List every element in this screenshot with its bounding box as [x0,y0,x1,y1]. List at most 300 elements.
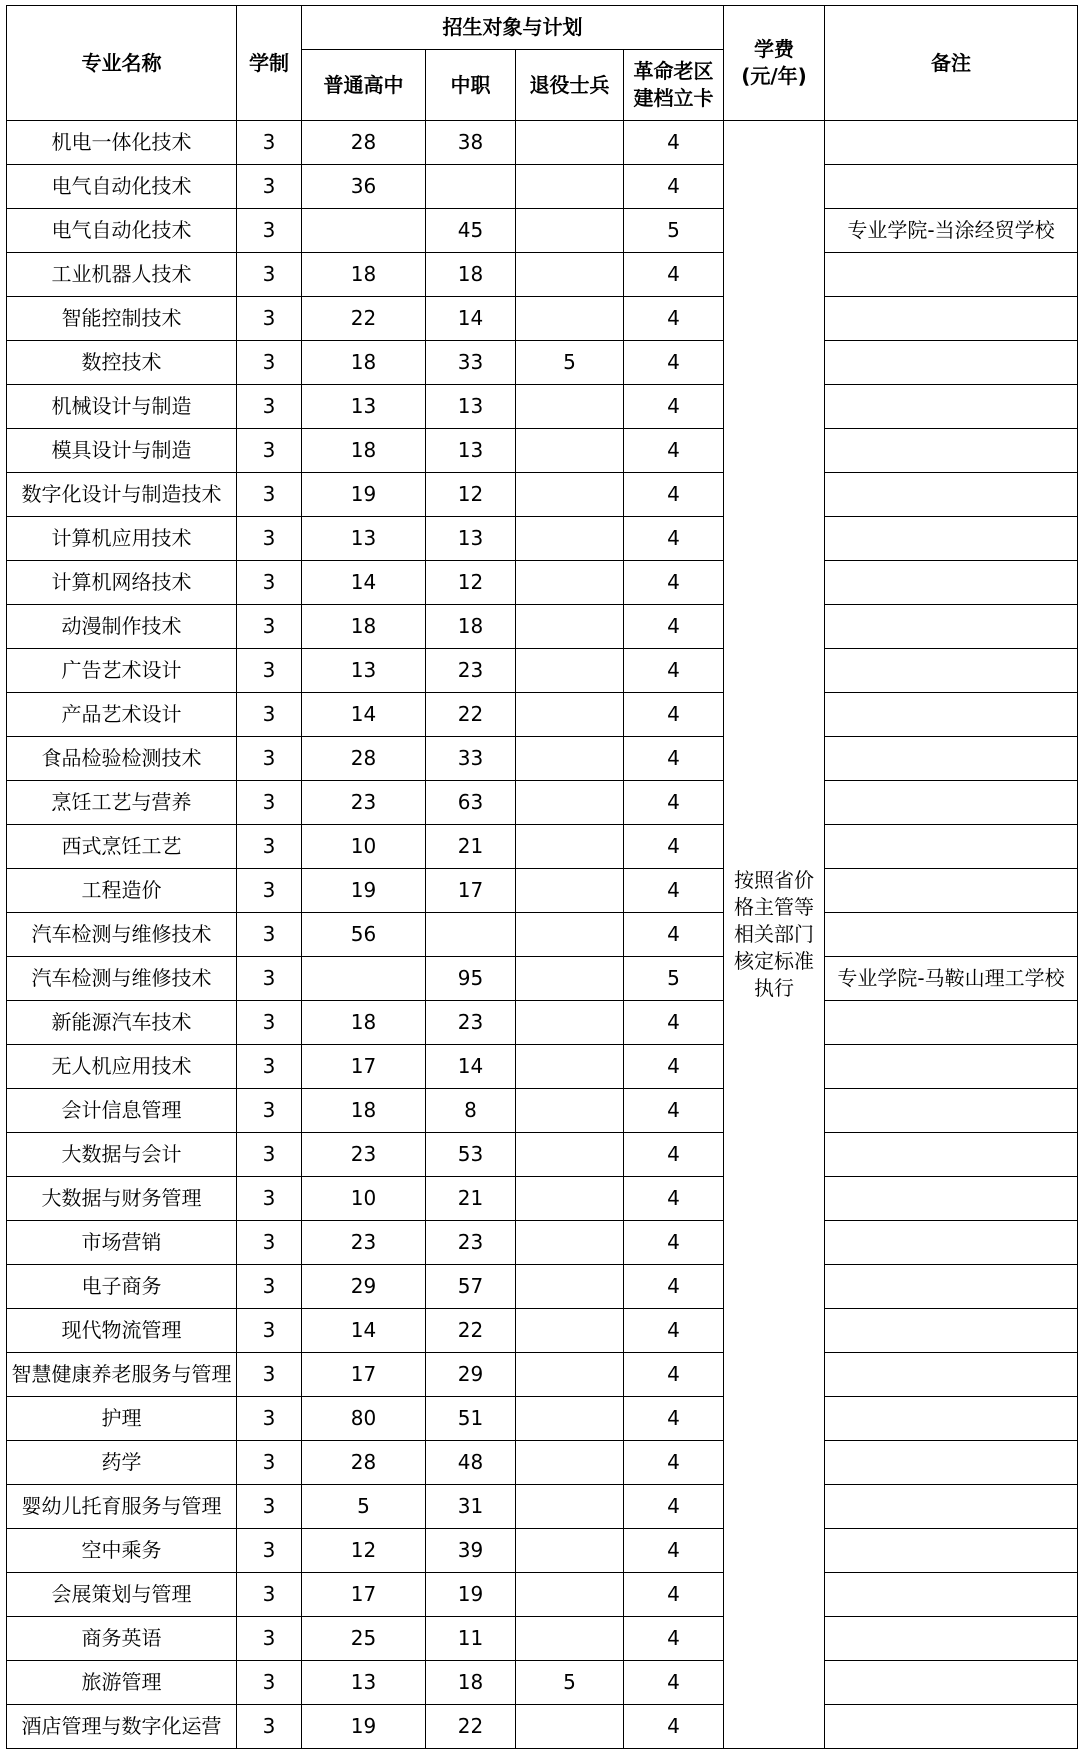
cell-duration: 3 [237,165,302,209]
table-row [7,1353,1078,1397]
cell-general: 19 [302,473,426,517]
cell-name: 广告艺术设计 [7,649,237,693]
cell-duration: 3 [237,1265,302,1309]
cell-vocational: 22 [426,1705,516,1749]
cell-note [825,1353,1078,1397]
cell-note [825,429,1078,473]
table-row [7,1089,1078,1133]
cell-veteran [516,209,624,253]
cell-vocational: 17 [426,869,516,913]
cell-veteran [516,165,624,209]
cell-note [825,1309,1078,1353]
table-row [7,253,1078,297]
cell-revolutionary: 4 [624,1309,724,1353]
cell-name: 酒店管理与数字化运营 [7,1705,237,1749]
cell-note: 专业学院-当涂经贸学校 [825,209,1078,253]
cell-veteran [516,1309,624,1353]
table-row [7,1397,1078,1441]
header-fee [724,6,825,121]
cell-note [825,737,1078,781]
cell-general: 17 [302,1045,426,1089]
cell-duration: 3 [237,253,302,297]
cell-vocational: 13 [426,429,516,473]
cell-revolutionary: 4 [624,693,724,737]
cell-duration: 3 [237,1089,302,1133]
cell-duration: 3 [237,1309,302,1353]
cell-vocational: 39 [426,1529,516,1573]
cell-duration: 3 [237,385,302,429]
cell-name: 计算机应用技术 [7,517,237,561]
cell-revolutionary: 4 [624,1573,724,1617]
table-row [7,1309,1078,1353]
cell-name: 市场营销 [7,1221,237,1265]
cell-general: 28 [302,1441,426,1485]
cell-duration: 3 [237,1133,302,1177]
cell-veteran [516,1529,624,1573]
cell-revolutionary: 4 [624,473,724,517]
cell-revolutionary: 4 [624,1617,724,1661]
cell-revolutionary: 4 [624,253,724,297]
cell-vocational: 14 [426,297,516,341]
cell-revolutionary: 4 [624,1265,724,1309]
cell-vocational: 18 [426,253,516,297]
cell-name: 电气自动化技术 [7,209,237,253]
cell-duration: 3 [237,1485,302,1529]
cell-note: 专业学院-马鞍山理工学校 [825,957,1078,1001]
cell-revolutionary: 4 [624,605,724,649]
table-row [7,429,1078,473]
cell-general: 17 [302,1573,426,1617]
cell-name: 智能控制技术 [7,297,237,341]
cell-general: 13 [302,385,426,429]
cell-note [825,561,1078,605]
cell-note [825,693,1078,737]
cell-name: 大数据与财务管理 [7,1177,237,1221]
table-row [7,1617,1078,1661]
cell-veteran [516,693,624,737]
table-row [7,649,1078,693]
cell-veteran [516,649,624,693]
cell-duration: 3 [237,1573,302,1617]
table-row [7,209,1078,253]
table-row [7,1529,1078,1573]
cell-name: 现代物流管理 [7,1309,237,1353]
cell-revolutionary: 5 [624,209,724,253]
cell-name: 模具设计与制造 [7,429,237,473]
cell-veteran [516,1705,624,1749]
cell-veteran [516,1001,624,1045]
header-fee-text: 学费(元/年) [741,37,807,88]
cell-revolutionary: 4 [624,1705,724,1749]
header-plan-group: 招生对象与计划 [302,6,724,50]
header-revolutionary-text: 革命老区建档立卡 [633,59,714,110]
cell-duration: 3 [237,1353,302,1397]
cell-revolutionary: 4 [624,1353,724,1397]
cell-general: 56 [302,913,426,957]
table-row [7,825,1078,869]
cell-general: 14 [302,693,426,737]
cell-note [825,1133,1078,1177]
cell-veteran [516,297,624,341]
cell-veteran [516,1485,624,1529]
cell-name: 大数据与会计 [7,1133,237,1177]
cell-general: 10 [302,1177,426,1221]
table-row [7,1705,1078,1749]
cell-duration: 3 [237,1001,302,1045]
cell-duration: 3 [237,121,302,165]
cell-name: 汽车检测与维修技术 [7,957,237,1001]
cell-name: 动漫制作技术 [7,605,237,649]
cell-duration: 3 [237,1441,302,1485]
cell-duration: 3 [237,1661,302,1705]
table-row [7,341,1078,385]
cell-note [825,1001,1078,1045]
cell-vocational: 23 [426,649,516,693]
table-row [7,1573,1078,1617]
table-row [7,1485,1078,1529]
cell-veteran [516,1045,624,1089]
cell-note [825,1089,1078,1133]
cell-general: 23 [302,1221,426,1265]
table-row [7,1133,1078,1177]
cell-vocational: 31 [426,1485,516,1529]
table-row [7,121,1078,165]
cell-general: 18 [302,341,426,385]
cell-vocational: 51 [426,1397,516,1441]
cell-note [825,517,1078,561]
cell-note [825,913,1078,957]
cell-veteran [516,825,624,869]
cell-name: 空中乘务 [7,1529,237,1573]
cell-vocational: 22 [426,693,516,737]
cell-revolutionary: 4 [624,1089,724,1133]
cell-vocational: 19 [426,1573,516,1617]
cell-name: 婴幼儿托育服务与管理 [7,1485,237,1529]
table-row [7,1661,1078,1705]
header-veteran: 退役士兵 [516,50,624,121]
cell-revolutionary: 4 [624,737,724,781]
cell-note [825,869,1078,913]
cell-general: 18 [302,1089,426,1133]
cell-general: 12 [302,1529,426,1573]
cell-veteran: 5 [516,1661,624,1705]
table-row [7,473,1078,517]
cell-vocational: 8 [426,1089,516,1133]
cell-general: 13 [302,649,426,693]
cell-general: 14 [302,1309,426,1353]
cell-revolutionary: 4 [624,297,724,341]
cell-vocational: 48 [426,1441,516,1485]
cell-revolutionary: 4 [624,429,724,473]
table-row [7,1001,1078,1045]
cell-revolutionary: 4 [624,517,724,561]
cell-veteran [516,121,624,165]
header-notes: 备注 [825,6,1078,121]
cell-note [825,297,1078,341]
cell-revolutionary: 4 [624,781,724,825]
cell-note [825,121,1078,165]
header-duration: 学制 [237,6,302,121]
table-row [7,385,1078,429]
cell-revolutionary: 5 [624,957,724,1001]
cell-name: 食品检验检测技术 [7,737,237,781]
cell-note [825,1265,1078,1309]
cell-duration: 3 [237,737,302,781]
cell-name: 数字化设计与制造技术 [7,473,237,517]
table-row [7,605,1078,649]
cell-name: 智慧健康养老服务与管理 [7,1353,237,1397]
cell-revolutionary: 4 [624,1441,724,1485]
cell-note [825,1485,1078,1529]
cell-vocational: 53 [426,1133,516,1177]
cell-duration: 3 [237,297,302,341]
cell-revolutionary: 4 [624,341,724,385]
cell-veteran [516,781,624,825]
cell-revolutionary: 4 [624,825,724,869]
table-header [7,6,1078,121]
cell-general [302,209,426,253]
header-general-high-school: 普通高中 [302,50,426,121]
cell-revolutionary: 4 [624,869,724,913]
cell-duration: 3 [237,1617,302,1661]
cell-name: 药学 [7,1441,237,1485]
cell-note [825,605,1078,649]
cell-fee [724,121,825,1749]
cell-revolutionary: 4 [624,121,724,165]
cell-veteran [516,517,624,561]
cell-name: 新能源汽车技术 [7,1001,237,1045]
cell-name: 电子商务 [7,1265,237,1309]
cell-name: 西式烹饪工艺 [7,825,237,869]
cell-revolutionary: 4 [624,913,724,957]
cell-veteran: 5 [516,341,624,385]
cell-general: 19 [302,869,426,913]
cell-name: 机电一体化技术 [7,121,237,165]
cell-note [825,1441,1078,1485]
cell-revolutionary: 4 [624,1529,724,1573]
cell-duration: 3 [237,561,302,605]
cell-note [825,253,1078,297]
cell-veteran [516,1177,624,1221]
cell-revolutionary: 4 [624,1133,724,1177]
cell-veteran [516,1089,624,1133]
cell-duration: 3 [237,1221,302,1265]
cell-veteran [516,1133,624,1177]
cell-vocational: 23 [426,1221,516,1265]
cell-duration: 3 [237,1045,302,1089]
cell-general: 22 [302,297,426,341]
enrollment-plan-table [6,5,1078,1749]
cell-duration: 3 [237,913,302,957]
cell-name: 会计信息管理 [7,1089,237,1133]
cell-general: 18 [302,605,426,649]
cell-duration: 3 [237,517,302,561]
table-body [7,121,1078,1749]
cell-revolutionary: 4 [624,385,724,429]
cell-vocational [426,165,516,209]
cell-revolutionary: 4 [624,1485,724,1529]
cell-duration: 3 [237,209,302,253]
cell-vocational: 33 [426,341,516,385]
cell-note [825,649,1078,693]
cell-note [825,1397,1078,1441]
cell-revolutionary: 4 [624,165,724,209]
cell-veteran [516,913,624,957]
cell-note [825,781,1078,825]
table-row [7,561,1078,605]
cell-general: 10 [302,825,426,869]
cell-duration: 3 [237,1529,302,1573]
cell-duration: 3 [237,957,302,1001]
cell-veteran [516,1397,624,1441]
cell-vocational: 38 [426,121,516,165]
fee-text: 按照省价格主管等相关部门核定标准执行 [734,868,814,1000]
cell-veteran [516,385,624,429]
cell-name: 无人机应用技术 [7,1045,237,1089]
cell-general: 18 [302,429,426,473]
cell-vocational: 33 [426,737,516,781]
table-row [7,297,1078,341]
cell-general: 36 [302,165,426,209]
table-row [7,957,1078,1001]
cell-general: 17 [302,1353,426,1397]
cell-veteran [516,605,624,649]
cell-name: 汽车检测与维修技术 [7,913,237,957]
cell-general: 28 [302,737,426,781]
header-major-name: 专业名称 [7,6,237,121]
cell-vocational: 21 [426,825,516,869]
cell-note [825,341,1078,385]
header-revolutionary-area [624,50,724,121]
cell-duration: 3 [237,781,302,825]
cell-note [825,1045,1078,1089]
cell-vocational: 57 [426,1265,516,1309]
cell-note [825,473,1078,517]
table-row [7,517,1078,561]
cell-duration: 3 [237,693,302,737]
cell-name: 护理 [7,1397,237,1441]
cell-vocational: 23 [426,1001,516,1045]
cell-general: 13 [302,1661,426,1705]
cell-vocational: 13 [426,385,516,429]
table-row [7,869,1078,913]
cell-vocational: 13 [426,517,516,561]
cell-note [825,165,1078,209]
table-row [7,1221,1078,1265]
cell-veteran [516,1265,624,1309]
cell-name: 电气自动化技术 [7,165,237,209]
table-row [7,1441,1078,1485]
cell-general: 23 [302,1133,426,1177]
cell-duration: 3 [237,825,302,869]
cell-veteran [516,869,624,913]
cell-duration: 3 [237,1397,302,1441]
cell-duration: 3 [237,605,302,649]
cell-duration: 3 [237,473,302,517]
table-row [7,781,1078,825]
table-row [7,1045,1078,1089]
cell-note [825,1573,1078,1617]
cell-vocational: 18 [426,1661,516,1705]
cell-name: 产品艺术设计 [7,693,237,737]
cell-revolutionary: 4 [624,1661,724,1705]
cell-duration: 3 [237,1705,302,1749]
cell-vocational: 12 [426,561,516,605]
cell-general: 14 [302,561,426,605]
cell-veteran [516,253,624,297]
cell-veteran [516,1441,624,1485]
cell-name: 烹饪工艺与营养 [7,781,237,825]
cell-note [825,825,1078,869]
table-row [7,165,1078,209]
cell-name: 会展策划与管理 [7,1573,237,1617]
cell-veteran [516,737,624,781]
cell-vocational: 63 [426,781,516,825]
cell-revolutionary: 4 [624,1045,724,1089]
cell-general: 25 [302,1617,426,1661]
cell-general: 29 [302,1265,426,1309]
cell-vocational: 45 [426,209,516,253]
cell-general: 13 [302,517,426,561]
table-row [7,913,1078,957]
cell-vocational: 21 [426,1177,516,1221]
cell-general: 5 [302,1485,426,1529]
cell-veteran [516,1573,624,1617]
cell-duration: 3 [237,1177,302,1221]
cell-vocational: 22 [426,1309,516,1353]
cell-veteran [516,429,624,473]
table-row [7,737,1078,781]
cell-name: 计算机网络技术 [7,561,237,605]
cell-general: 19 [302,1705,426,1749]
cell-vocational: 14 [426,1045,516,1089]
cell-note [825,1177,1078,1221]
cell-note [825,385,1078,429]
cell-general: 28 [302,121,426,165]
cell-revolutionary: 4 [624,1221,724,1265]
cell-name: 商务英语 [7,1617,237,1661]
cell-note [825,1529,1078,1573]
table-row [7,693,1078,737]
cell-veteran [516,1221,624,1265]
cell-revolutionary: 4 [624,561,724,605]
cell-general: 18 [302,253,426,297]
cell-note [825,1221,1078,1265]
cell-duration: 3 [237,429,302,473]
cell-vocational: 29 [426,1353,516,1397]
cell-veteran [516,957,624,1001]
cell-revolutionary: 4 [624,649,724,693]
header-vocational: 中职 [426,50,516,121]
cell-vocational: 12 [426,473,516,517]
cell-general: 23 [302,781,426,825]
table-row [7,1265,1078,1309]
table-row [7,1177,1078,1221]
cell-revolutionary: 4 [624,1177,724,1221]
cell-revolutionary: 4 [624,1001,724,1045]
cell-duration: 3 [237,649,302,693]
cell-duration: 3 [237,341,302,385]
cell-vocational: 11 [426,1617,516,1661]
cell-veteran [516,561,624,605]
cell-veteran [516,473,624,517]
cell-general: 80 [302,1397,426,1441]
cell-veteran [516,1353,624,1397]
cell-revolutionary: 4 [624,1397,724,1441]
cell-vocational [426,913,516,957]
cell-veteran [516,1617,624,1661]
cell-note [825,1705,1078,1749]
